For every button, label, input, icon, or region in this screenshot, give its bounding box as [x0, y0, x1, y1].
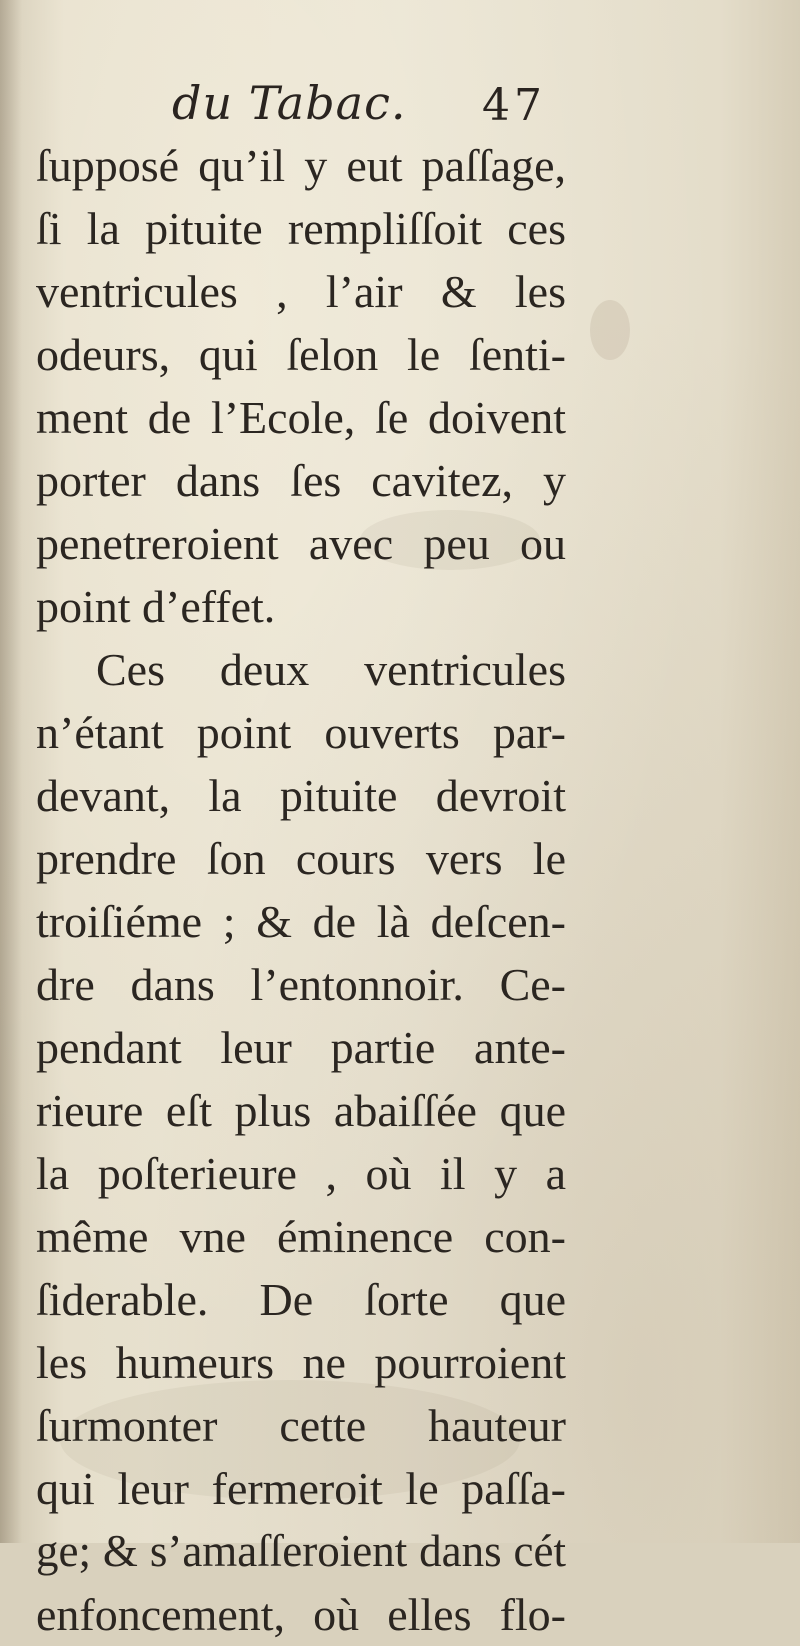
- text-line: ſurmonter cette hauteur: [36, 1400, 566, 1451]
- text-line: ventricules , l’air & les: [36, 266, 566, 317]
- running-head-title: du Tabac.: [172, 76, 407, 130]
- text-line: penetreroient avec peu ou: [36, 518, 566, 569]
- text-line: odeurs, qui ſelon le ſenti-: [36, 329, 566, 380]
- paper-stain: [590, 300, 630, 360]
- running-head: [0, 70, 800, 140]
- text-line: la poſterieure , où il y a: [36, 1148, 566, 1199]
- spine-shadow: [0, 0, 22, 1543]
- text-line: enfoncement, où elles flo-: [36, 1589, 566, 1640]
- text-line: point d’effet.: [36, 581, 276, 632]
- text-line: ſiderable. De ſorte que: [36, 1274, 566, 1325]
- text-line: troiſiéme ; & de là deſcen-: [36, 896, 566, 947]
- text-line: même vne éminence con-: [36, 1211, 566, 1262]
- text-line: qui leur fermeroit le paſſa-: [36, 1463, 566, 1514]
- text-line: n’étant point ouverts par-: [36, 707, 566, 758]
- text-line: devant, la pituite devroit: [36, 770, 566, 821]
- text-line: dre dans l’entonnoir. Ce-: [36, 959, 566, 1010]
- text-line: ment de l’Ecole, ſe doivent: [36, 392, 566, 443]
- text-line: ge; & s’amaſſeroient dans cét: [36, 1526, 566, 1576]
- text-line: les humeurs ne pourroient: [36, 1337, 566, 1388]
- page-number: 47: [482, 80, 546, 131]
- text-line: porter dans ſes cavitez, y: [36, 455, 566, 506]
- body-text: [36, 134, 566, 1646]
- text-line: ſi la pituite rempliſſoit ces: [36, 203, 566, 254]
- text-line: pendant leur partie ante-: [36, 1022, 566, 1073]
- text-line: prendre ſon cours vers le: [36, 833, 566, 884]
- text-line: rieure eſt plus abaiſſée que: [36, 1085, 566, 1136]
- paragraph-start-line: Ces deux ventricules: [96, 644, 566, 695]
- text-line: ſupposé qu’il y eut paſſage,: [36, 140, 566, 191]
